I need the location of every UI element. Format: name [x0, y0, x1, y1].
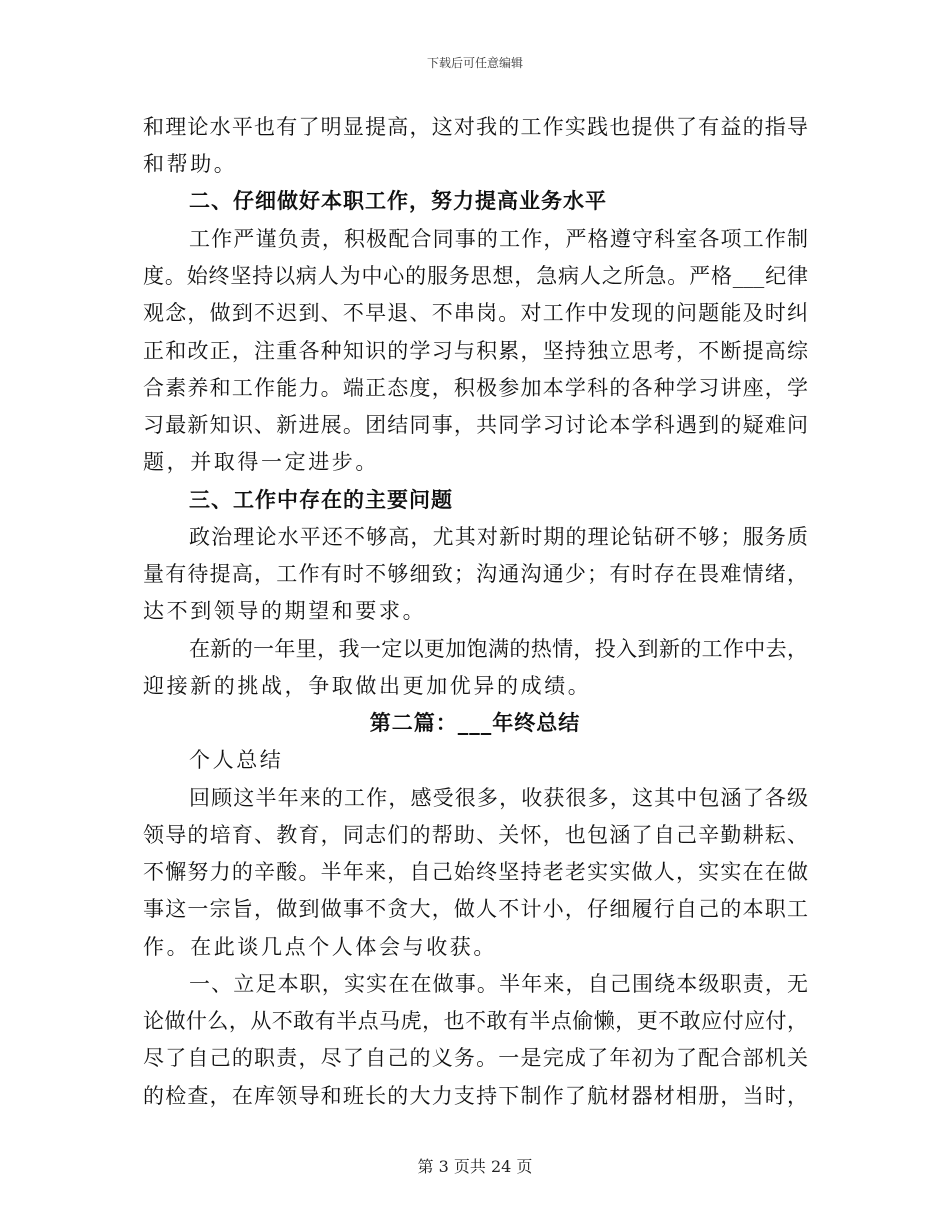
body-line: 的检查，在库领导和班长的大力支持下制作了航材器材相册，当时，: [143, 1084, 808, 1108]
body-line: 尽了自己的职责，尽了自己的义务。一是完成了年初为了配合部机关: [143, 1046, 808, 1070]
body-line: 观念，做到不迟到、不早退、不串岗。对工作中发现的问题能及时纠: [143, 301, 808, 325]
body-line: 领导的培育、教育，同志们的帮助、关怀，也包涵了自己辛勤耕耘、: [143, 823, 808, 847]
body-line: 事这一宗旨，做到做事不贪大，做人不计小，仔细履行自己的本职工: [143, 897, 808, 921]
body-line: 量有待提高，工作有时不够细致；沟通沟通少；有时存在畏难情绪，: [143, 562, 808, 586]
section-heading: 三、工作中存在的主要问题: [189, 488, 453, 512]
page-header: 下载后可任意编辑: [426, 56, 523, 70]
body-line: 政治理论水平还不够高，尤其对新时期的理论钻研不够；服务质: [189, 525, 808, 549]
body-line: 在新的一年里，我一定以更加饱满的热情，投入到新的工作中去，: [189, 637, 808, 661]
body-line: 题，并取得一定进步。: [143, 450, 379, 474]
body-line: 和帮助。: [143, 152, 238, 176]
body-line: 迎接新的挑战，争取做出更加优异的成绩。: [143, 674, 592, 698]
body-line: 不懈努力的辛酸。半年来，自己始终坚持老老实实做人，实实在在做: [143, 860, 808, 884]
body-line: 作。在此谈几点个人体会与收获。: [143, 935, 497, 959]
body-line: 习最新知识、新进展。团结同事，共同学习讨论本学科遇到的疑难问: [143, 413, 808, 437]
body-line: 一、立足本职，实实在在做事。半年来，自己围绕本级职责，无: [189, 972, 808, 996]
page-footer: 第 3 页共 24 页: [417, 1157, 533, 1176]
body-line: 工作严谨负责，积极配合同事的工作，严格遵守科室各项工作制: [189, 227, 808, 251]
body-line: 和理论水平也有了明显提高，这对我的工作实践也提供了有益的指导: [143, 115, 808, 139]
section-heading: 二、仔细做好本职工作，努力提高业务水平: [189, 189, 607, 213]
chapter-title: 第二篇：___年终总结: [369, 711, 581, 735]
body-line: 回顾这半年来的工作，感受很多，收获很多，这其中包涵了各级: [189, 786, 808, 810]
body-line: 正和改正，注重各种知识的学习与积累，坚持独立思考，不断提高综: [143, 339, 808, 363]
body-line: 合素养和工作能力。端正态度，积极参加本学科的各种学习讲座，学: [143, 376, 808, 400]
body-line: 度。始终坚持以病人为中心的服务思想，急病人之所急。严格___纪律: [143, 264, 808, 288]
body-line: 达不到领导的期望和要求。: [143, 599, 427, 623]
body-line: 论做什么，从不敢有半点马虎，也不敢有半点偷懒，更不敢应付应付，: [143, 1009, 808, 1033]
subtitle: 个人总结: [189, 748, 284, 772]
